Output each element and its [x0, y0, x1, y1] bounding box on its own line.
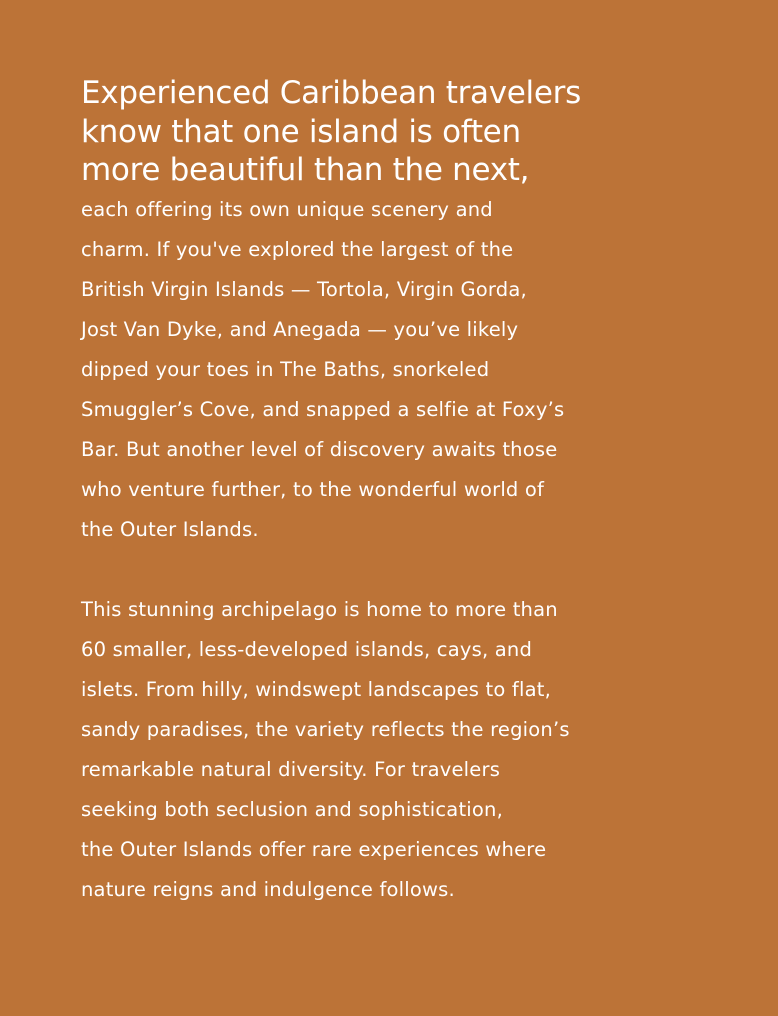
- lead-line: know that one island is often: [81, 113, 521, 150]
- text-line: who venture further, to the wonderful world of: [81, 477, 545, 501]
- lead-intro: [81, 74, 741, 190]
- text-line: remarkable natural diversity. For travelers: [81, 757, 501, 781]
- text-line: seeking both seclusion and sophistication,: [81, 797, 504, 821]
- text-line: dipped your toes in The Baths, snorkeled: [81, 357, 490, 381]
- lead-line: more beautiful than the next,: [81, 152, 530, 188]
- text-line: the Outer Islands offer rare experiences where: [81, 837, 547, 861]
- text-line: Bar. But another level of discovery awaits those: [81, 437, 558, 461]
- paragraph-2: [81, 590, 741, 910]
- text-line: Smuggler’s Cove, and snapped a selfie at Foxy’s: [81, 397, 565, 421]
- article-body: [81, 74, 741, 910]
- text-line: 60 smaller, less-developed islands, cays, and: [81, 637, 533, 661]
- text-line: each offering its own unique scenery and: [81, 197, 493, 221]
- text-line: Jost Van Dyke, and Anegada — you’ve likely: [81, 317, 519, 341]
- text-line: islets. From hilly, windswept landscapes to flat,: [81, 677, 552, 701]
- text-line: nature reigns and indulgence follows.: [81, 877, 455, 901]
- text-line: This stunning archipelago is home to more than: [81, 597, 558, 621]
- lead-line: Experienced Caribbean travelers: [81, 75, 581, 111]
- text-line: sandy paradises, the variety reflects the region’s: [81, 717, 570, 741]
- paragraph-1: [81, 190, 741, 550]
- text-line: charm. If you've explored the largest of the: [81, 237, 514, 261]
- text-line: British Virgin Islands — Tortola, Virgin Gorda,: [81, 277, 527, 301]
- text-line: the Outer Islands.: [81, 517, 259, 541]
